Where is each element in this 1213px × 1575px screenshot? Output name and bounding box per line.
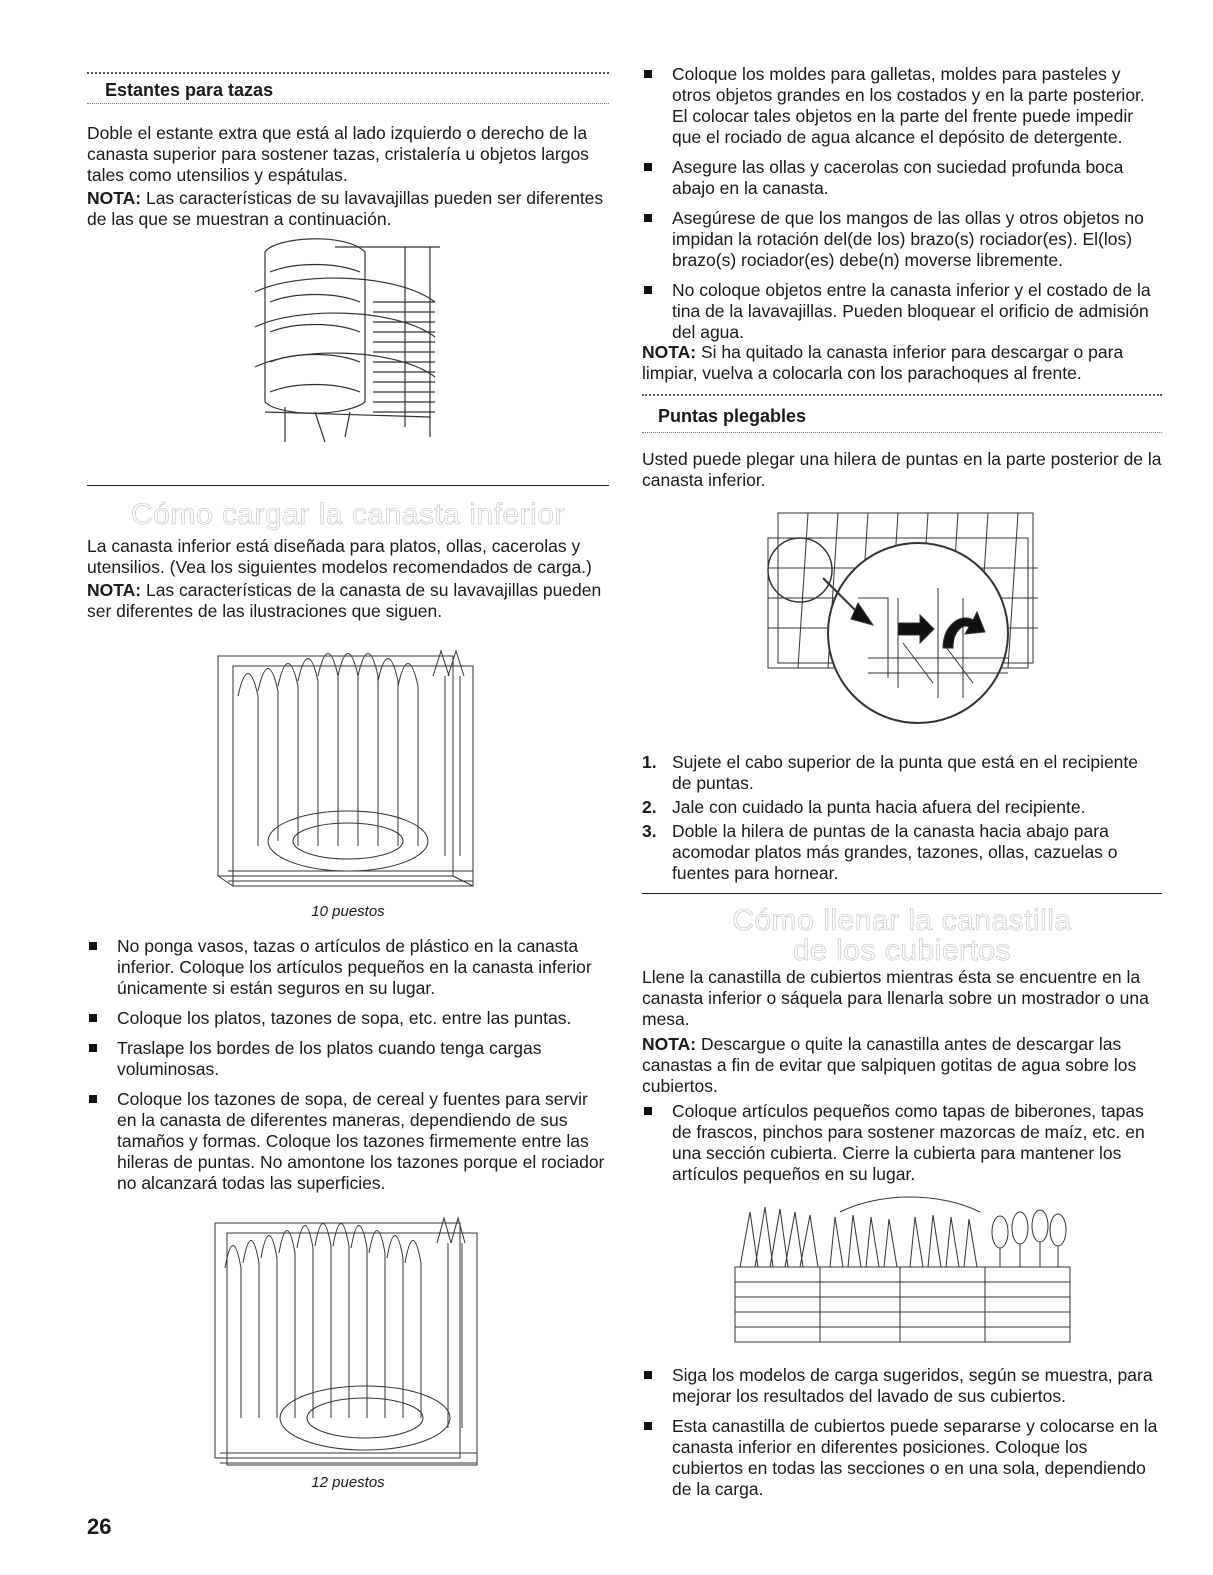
section-rule-bottom: [642, 432, 1162, 433]
fold-tines-body: Usted puede plegar una hilera de puntas en la parte posterior de la canasta inferior.: [642, 449, 1162, 490]
step-text: Doble la hilera de puntas de la canasta hacia abajo para acomodar platos más grandes, tazones, ollas, cazuelas o fuentes para hornear.: [672, 821, 1118, 883]
note-text: Descargue o quite la canastilla antes de descargar las canastas a fin de evitar que salpiquen gotitas de agua sobre los cubiertos.: [642, 1034, 1137, 1096]
section-rule-bottom: [87, 103, 609, 104]
page-number: 26: [87, 1514, 112, 1539]
note-label: NOTA:: [642, 342, 697, 362]
cup-shelf-illustration: [255, 232, 445, 447]
cup-shelves-note: [87, 188, 609, 230]
cup-shelves-heading: Estantes para tazas: [105, 80, 274, 100]
ten-place-setting-illustration: [208, 636, 493, 891]
step-text: Jale con cuidado la punta hacia afuera del recipiente.: [672, 797, 1086, 817]
silverware-bullets-bottom: [642, 1365, 1162, 1509]
fold-tines-steps: [642, 752, 1162, 887]
lower-rack-body: La canasta inferior está diseñada para platos, ollas, cacerolas y utensilios. (Vea los siguientes modelos recomendados de carga.): [87, 536, 592, 577]
step-number: 1.: [642, 752, 657, 772]
bullet-item: Coloque los tazones de sopa, de cereal y fuentes para servir en la canasta de diferentes maneras, dependiendo de sus tamaños y formas. Coloque los tazones firmemente entre las hileras de puntas. No amontone los tazones porque el rociador no alcanzará todas las superficies.: [87, 1089, 609, 1194]
silverware-body: Llene la canastilla de cubiertos mientras ésta se encuentre en la canasta inferior o sáquela para llenarla sobre un mostrador o una mesa.: [642, 967, 1149, 1029]
right-top-bullets: [642, 64, 1162, 352]
silverware-bullet-top: [642, 1101, 1162, 1194]
silverware-basket-illustration: [730, 1192, 1075, 1352]
note-text: Si ha quitado la canasta inferior para descargar o para limpiar, vuelva a colocarla con los parachoques al frente.: [642, 342, 1124, 383]
remove-rack-note: [642, 342, 1162, 384]
fold-tines-heading: Puntas plegables: [658, 406, 807, 426]
step-item: [642, 752, 1162, 794]
note-text: Las características de la canasta de su lavavajillas pueden ser diferentes de las ilustraciones que siguen.: [87, 580, 602, 621]
silverware-heading-line1: Cómo llenar la canastilla: [732, 904, 1072, 937]
silverware-note: [642, 1034, 1162, 1097]
section-rule-top: [642, 394, 1162, 396]
step-item: [642, 797, 1162, 818]
lower-rack-bullets: [87, 936, 609, 1203]
bullet-item: No ponga vasos, tazas o artículos de plástico en la canasta inferior. Coloque los artículos pequeños en la canasta inferior únicamente si están seguros en su lugar.: [87, 936, 609, 999]
twelve-place-setting-illustration: [205, 1208, 495, 1470]
folding-tines-illustration: [758, 498, 1048, 743]
bullet-item: Asegúrese de que los mangos de las ollas y otros objetos no impidan la rotación del(de los) brazo(s) rociador(es). El(los) brazo(s) rociador(es) debe(n) moverse libremente.: [642, 208, 1162, 271]
divider: [642, 893, 1162, 894]
bullet-item: No coloque objetos entre la canasta inferior y el costado de la tina de la lavavajillas. Pueden bloquear el orificio de admisión del agua.: [642, 280, 1162, 343]
caption-12-settings: 12 puestos: [311, 1474, 385, 1491]
bullet-item: Esta canastilla de cubiertos puede separarse y colocarse en la canasta inferior en diferentes posiciones. Coloque los cubiertos en todas las secciones o en una sola, dependiendo de la carga.: [642, 1416, 1162, 1500]
step-number: 2.: [642, 797, 657, 817]
silverware-heading-line2: de los cubiertos: [792, 934, 1012, 967]
step-text: Sujete el cabo superior de la punta que está en el recipiente de puntas.: [672, 752, 1139, 793]
bullet-item: Coloque los platos, tazones de sopa, etc. entre las puntas.: [87, 1008, 609, 1029]
note-text: Las características de su lavavajillas pueden ser diferentes de las que se muestran a continuación.: [87, 188, 604, 229]
lower-rack-heading: Cómo cargar la canasta inferior: [130, 498, 566, 531]
step-number: 3.: [642, 821, 657, 841]
bullet-item: Traslape los bordes de los platos cuando tenga cargas voluminosas.: [87, 1038, 609, 1080]
lower-rack-note: [87, 580, 609, 622]
section-rule-top: [87, 72, 609, 74]
bullet-item: Coloque artículos pequeños como tapas de biberones, tapas de frascos, pinchos para sostener mazorcas de maíz, etc. en una sección cubierta. Cierre la cubierta para mantener los artículos pequeños en su lugar.: [642, 1101, 1162, 1185]
bullet-item: Coloque los moldes para galletas, moldes para pasteles y otros objetos grandes en los costados y en la parte posterior. El colocar tales objetos en la parte del frente puede impedir que el rociado de agua alcance el depósito de detergente.: [642, 64, 1162, 148]
bullet-item: Siga los modelos de carga sugeridos, según se muestra, para mejorar los resultados del lavado de sus cubiertos.: [642, 1365, 1162, 1407]
cup-shelves-body: Doble el estante extra que está al lado izquierdo o derecho de la canasta superior para sostener tazas, cristalería u objetos largos tales como utensilios y espátulas.: [87, 123, 589, 185]
bullet-item: Asegure las ollas y cacerolas con suciedad profunda boca abajo en la canasta.: [642, 157, 1162, 199]
divider: [87, 485, 609, 486]
note-label: NOTA:: [87, 188, 142, 208]
caption-10-settings: 10 puestos: [311, 903, 385, 920]
note-label: NOTA:: [87, 580, 142, 600]
step-item: [642, 821, 1162, 884]
note-label: NOTA:: [642, 1034, 697, 1054]
